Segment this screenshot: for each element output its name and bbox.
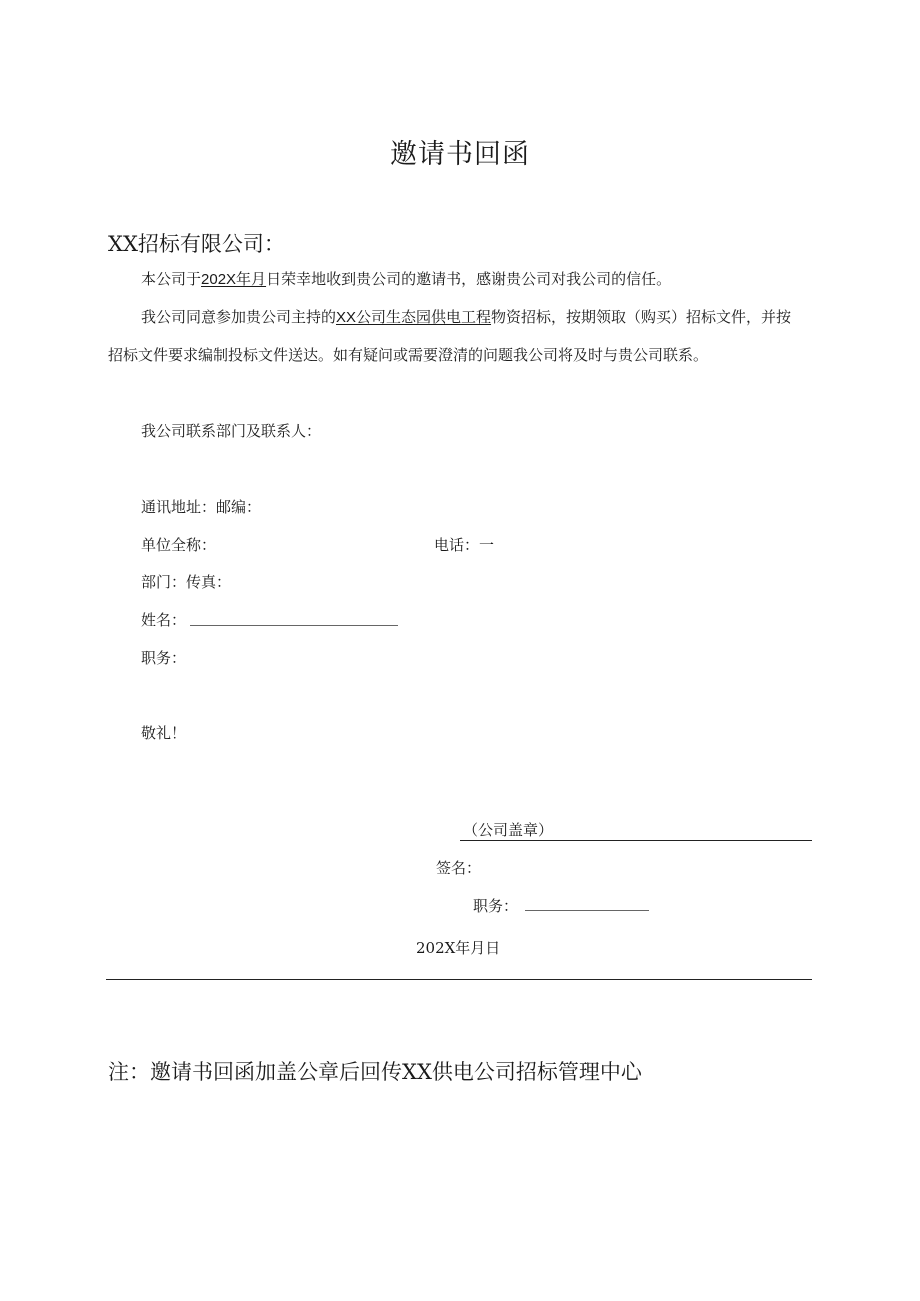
paragraph-2-line-2: 招标文件要求编制投标文件送达。如有疑问或需要澄清的问题我公司将及时与贵公司联系。 (108, 346, 709, 364)
para2-prefix: 我公司同意参加贵公司主持的 (141, 308, 337, 326)
seal-line (460, 840, 812, 841)
address-field: 通讯地址：邮编： (141, 498, 262, 516)
project-fill: XX公司生态园供电工程 (336, 309, 492, 326)
paragraph-1 (141, 268, 671, 289)
addressee: XX招标有限公司： (108, 232, 285, 256)
position-field: 职务： (141, 649, 187, 667)
signer-position-blank-line (525, 910, 649, 911)
para1-prefix: 本公司于 (141, 270, 202, 288)
signature-label: 签名： (436, 859, 482, 877)
name-blank-line (190, 625, 398, 626)
dept-fax-field: 部门：传真： (141, 573, 232, 591)
para1-suffix: 日荣幸地收到贵公司的邀请书，感谢贵公司对我公司的信任。 (266, 270, 672, 288)
para2-suffix: 物资招标，按期领取（购买）招标文件，并按 (491, 308, 792, 326)
signature-date: 202X年月日 (416, 939, 501, 957)
company-seal-label: （公司盖章） (463, 821, 554, 839)
paragraph-2-line-1 (141, 306, 791, 327)
date-fill: 202X年月 (201, 271, 267, 288)
note: 注：邀请书回函加盖公章后回传XX供电公司招标管理中心 (108, 1060, 642, 1084)
name-field: 姓名： (141, 611, 187, 629)
unit-name-field: 单位全称： (141, 536, 217, 554)
phone-field: 电话：一 (434, 536, 495, 554)
contact-heading: 我公司联系部门及联系人： (141, 422, 322, 440)
divider (106, 979, 812, 980)
closing-salutation: 敬礼！ (141, 724, 187, 742)
signer-position-label: 职务： (473, 897, 519, 915)
page-title: 邀请书回函 (390, 139, 530, 170)
